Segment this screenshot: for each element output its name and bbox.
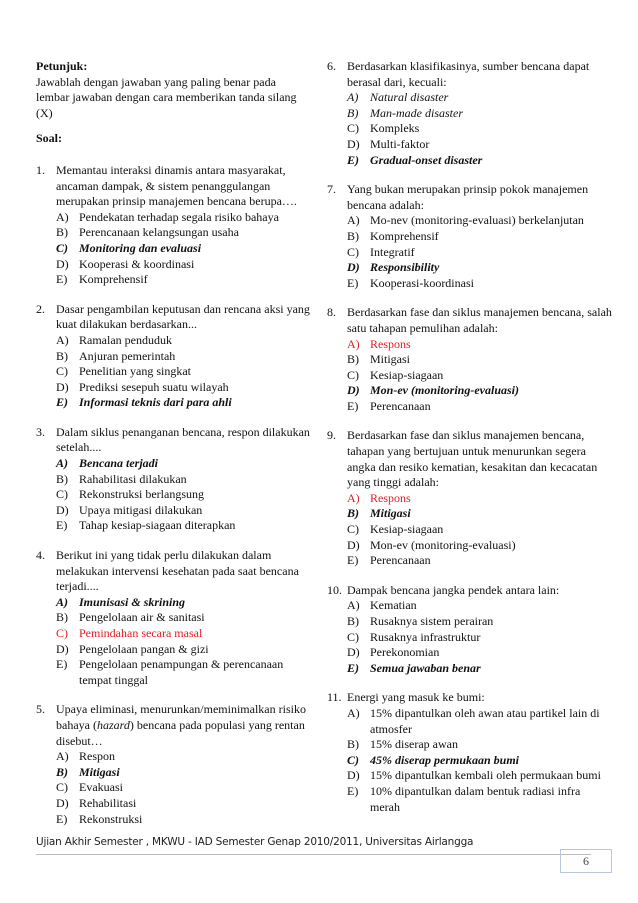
option-letter: D): [56, 795, 69, 810]
footer-text: Ujian Akhir Semester , MKWU - IAD Semester Genap 2010/2011, Universitas Airlangga: [36, 836, 474, 848]
option-letter: E): [347, 783, 359, 798]
option-text: Man-made disaster: [370, 105, 463, 120]
option-letter: E): [56, 272, 68, 287]
answer-option: [56, 518, 311, 534]
answer-option: [347, 368, 612, 384]
option-text: Perencanaan kelangsungan usaha: [79, 225, 239, 240]
question-text: [56, 702, 311, 749]
option-text: Rehabilitasi: [79, 795, 137, 810]
soal-heading: Soal:: [36, 131, 63, 146]
question-list-right: [327, 59, 612, 815]
option-letter: A): [56, 749, 69, 764]
question-text-italic: hazard: [96, 717, 130, 732]
answer-option: [347, 229, 612, 245]
question-number: 2.: [36, 301, 45, 316]
option-letter: D): [347, 768, 360, 783]
question-6: [327, 59, 612, 168]
option-letter: D): [347, 260, 360, 275]
question-number: 10.: [327, 582, 342, 597]
answer-option: [347, 337, 612, 353]
option-letter: A): [56, 456, 68, 471]
question-4: [36, 548, 311, 688]
question-stem: [327, 305, 612, 336]
question-number: 11.: [327, 690, 342, 705]
answer-option: [56, 657, 311, 688]
answer-option: [56, 225, 311, 241]
option-text: Bencana terjadi: [79, 456, 159, 471]
option-letter: C): [347, 367, 359, 382]
question-stem: [327, 182, 612, 213]
option-letter: C): [56, 626, 68, 640]
option-letter: A): [347, 336, 360, 351]
option-text: Mitigasi: [370, 506, 411, 521]
option-letter: E): [347, 152, 359, 167]
question-number: 4.: [36, 548, 45, 563]
question-number: 1.: [36, 162, 45, 177]
question-text: Dalam siklus penanganan bencana, respon dilakukan setelah....: [56, 424, 310, 455]
question-9: [327, 428, 612, 568]
option-letter: A): [347, 490, 360, 505]
option-text: Kesiap-siagaan: [370, 522, 444, 537]
question-3: [36, 425, 311, 534]
option-letter: D): [56, 641, 69, 656]
answer-option: [56, 395, 311, 411]
option-letter: B): [347, 352, 359, 367]
instructions-text: Jawablah dengan jawaban yang paling benar pada lembar jawaban dengan cara memberikan tanda silang (X): [36, 74, 297, 120]
option-letter: B): [56, 348, 68, 363]
answer-option: [347, 90, 612, 106]
option-text: Tahap kesiap-siagaan diterapkan: [79, 518, 236, 533]
answer-option: [347, 706, 612, 737]
answer-option: [56, 380, 311, 396]
answer-option: [347, 137, 612, 153]
answer-option: [347, 276, 612, 292]
option-letter: E): [56, 811, 68, 826]
answer-option: [347, 645, 612, 661]
right-column: [327, 59, 612, 815]
option-letter: E): [56, 657, 68, 672]
option-letter: C): [56, 240, 68, 255]
question-stem: [327, 59, 612, 90]
question-number: 6.: [327, 59, 336, 73]
option-text: Imunisasi & skrining: [79, 594, 186, 609]
option-text: Pengelolaan penampungan & perencanaan tempat tinggal: [79, 657, 284, 687]
option-text: Perencanaan: [370, 398, 431, 413]
option-letter: B): [347, 737, 359, 752]
option-letter: D): [347, 136, 360, 151]
question-2: [36, 302, 311, 411]
option-text: 45% diserap permukaan bumi: [370, 752, 520, 767]
answer-option: [56, 749, 311, 765]
page-footer: [36, 836, 612, 868]
option-text: Informasi teknis dari para ahli: [79, 395, 232, 410]
question-stem: [327, 690, 612, 706]
question-text-part: ) bencana pada populasi yang rentan disebut…: [56, 717, 305, 748]
option-text: Respon: [79, 749, 115, 764]
option-letter: C): [347, 244, 359, 259]
option-letter: E): [56, 518, 68, 533]
answer-option: [56, 333, 311, 349]
question-text: Yang bukan merupakan prinsip pokok manajemen bencana adalah:: [347, 182, 589, 212]
option-text: Mitigasi: [370, 352, 411, 367]
question-stem: [36, 163, 311, 210]
option-letter: A): [347, 90, 359, 105]
option-text: Rahabilitasi dilakukan: [79, 471, 187, 486]
option-letter: B): [56, 471, 68, 486]
option-letter: D): [347, 537, 360, 552]
option-letter: D): [347, 645, 360, 660]
answer-option: [56, 210, 311, 226]
option-text: Kooperasi & koordinasi: [79, 256, 195, 271]
option-letter: B): [56, 764, 68, 779]
answer-option: [56, 765, 311, 781]
answer-option: [347, 491, 612, 507]
option-letter: D): [56, 502, 69, 517]
option-letter: C): [347, 752, 359, 767]
answer-option: [56, 503, 311, 519]
option-text: Rusaknya sistem perairan: [370, 614, 494, 628]
option-letter: E): [347, 275, 359, 290]
question-8: [327, 305, 612, 414]
answer-option: [56, 241, 311, 257]
option-text: Penelitian yang singkat: [79, 364, 191, 379]
option-letter: E): [347, 398, 359, 413]
option-text: Semua jawaban benar: [370, 660, 481, 675]
option-letter: C): [347, 629, 359, 644]
answer-option: [56, 364, 311, 380]
answer-option: [347, 213, 612, 229]
option-text: Mitigasi: [79, 764, 120, 779]
option-text: Mon-ev (monitoring-evaluasi): [370, 537, 516, 552]
answer-option: [347, 399, 612, 415]
answer-option: [56, 472, 311, 488]
option-text: 15% dipantulkan oleh awan atau partikel lain di atmosfer: [370, 705, 600, 736]
answer-option: [56, 796, 311, 812]
option-letter: A): [347, 705, 360, 720]
answer-option: [56, 272, 311, 288]
answer-option: [56, 349, 311, 365]
option-text: Mon-ev (monitoring-evaluasi): [370, 383, 519, 398]
option-text: Integratif: [370, 244, 415, 259]
answer-option: [56, 456, 311, 472]
page-number: 6: [560, 849, 612, 873]
option-text: Kematian: [370, 598, 417, 613]
question-text: Berikut ini yang tidak perlu dilakukan dalam melakukan intervensi kesehatan pada saat bencana terjadi....: [56, 548, 299, 594]
answer-option: [347, 553, 612, 569]
option-text: Monitoring dan evaluasi: [79, 240, 202, 255]
option-text: Natural disaster: [370, 90, 449, 105]
answer-option: [56, 487, 311, 503]
option-text: 15% diserap awan: [370, 737, 458, 752]
question-text-part: Upaya eliminasi, menurunkan/meminimalkan risiko bahaya (: [56, 702, 306, 732]
answer-option: [347, 614, 612, 630]
option-text: Pengelolaan pangan & gizi: [79, 641, 209, 656]
question-stem: [327, 428, 612, 490]
answer-option: [347, 352, 612, 368]
question-text: Berdasarkan fase dan siklus manajemen bencana, salah satu tahapan pemulihan adalah:: [347, 305, 612, 335]
question-number: 3.: [36, 424, 45, 439]
option-letter: E): [347, 660, 359, 675]
option-text: Ramalan penduduk: [79, 332, 172, 347]
answer-option: [347, 753, 612, 769]
option-text: Mo-nev (monitoring-evaluasi) berkelanjutan: [370, 213, 584, 228]
answer-option: [347, 522, 612, 538]
option-letter: A): [347, 598, 360, 613]
option-text: Perekonomian: [370, 645, 440, 660]
question-stem: [36, 548, 311, 595]
option-text: Evakuasi: [79, 780, 123, 795]
question-number: 7.: [327, 182, 336, 197]
option-text: 10% dipantulkan dalam bentuk radiasi infra merah: [370, 783, 581, 814]
question-11: [327, 690, 612, 815]
answer-option: [347, 106, 612, 122]
option-text: Multi-faktor: [370, 136, 430, 151]
option-text: Kooperasi-koordinasi: [370, 275, 474, 290]
option-text: Komprehensif: [79, 272, 148, 287]
option-text: Pengelolaan air & sanitasi: [79, 610, 205, 625]
answer-option: [347, 768, 612, 784]
question-text: Dampak bencana jangka pendek antara lain:: [347, 582, 560, 597]
option-text: Perencanaan: [370, 553, 431, 568]
answer-option: [56, 595, 311, 611]
option-text: Komprehensif: [370, 228, 439, 243]
option-text: Responsibility: [370, 260, 440, 275]
answer-option: [347, 737, 612, 753]
option-letter: C): [56, 487, 68, 502]
answer-option: [56, 642, 311, 658]
question-1: [36, 163, 311, 288]
footer-divider: [36, 854, 591, 855]
option-letter: A): [56, 332, 69, 347]
option-letter: E): [56, 395, 68, 410]
option-letter: C): [347, 121, 359, 136]
option-letter: B): [347, 614, 359, 628]
option-letter: A): [56, 209, 69, 224]
option-letter: A): [347, 213, 360, 228]
left-column: [36, 59, 311, 827]
question-text: Dasar pengambilan keputusan dan rencana aksi yang kuat dilakukan berdasarkan...: [56, 301, 310, 332]
question-stem: [36, 302, 311, 333]
option-text: Prediksi sesepuh suatu wilayah: [79, 379, 229, 394]
question-stem: [36, 425, 311, 456]
option-text: Rekonstruksi: [79, 811, 143, 826]
answer-option: [347, 506, 612, 522]
answer-option: [347, 121, 612, 137]
answer-option: [347, 153, 612, 169]
answer-option: [347, 661, 612, 677]
option-text: Anjuran pemerintah: [79, 348, 176, 363]
question-text: Energi yang masuk ke bumi:: [347, 690, 485, 705]
option-letter: D): [347, 383, 360, 398]
option-letter: B): [56, 225, 68, 240]
question-5: [36, 702, 311, 827]
answer-option: [347, 245, 612, 261]
option-letter: B): [347, 105, 359, 120]
question-stem: [36, 702, 311, 749]
option-letter: E): [347, 553, 359, 568]
option-text: Kesiap-siagaan: [370, 367, 444, 382]
option-letter: B): [347, 228, 359, 243]
question-stem: [327, 583, 612, 599]
question-7: [327, 182, 612, 291]
option-letter: D): [56, 379, 69, 394]
option-text: Pemindahan secara masal: [79, 626, 203, 640]
answer-option: [56, 257, 311, 273]
option-text: Respons: [370, 336, 411, 351]
option-letter: C): [56, 364, 68, 379]
option-letter: D): [56, 256, 69, 271]
instructions-title: Petunjuk:: [36, 59, 88, 73]
option-letter: A): [56, 594, 68, 609]
option-text: Upaya mitigasi dilakukan: [79, 502, 203, 517]
question-number: 5.: [36, 702, 45, 717]
answer-option: [347, 598, 612, 614]
option-text: Rusaknya infrastruktur: [370, 629, 481, 644]
answer-option: [347, 383, 612, 399]
option-text: Respons: [370, 490, 411, 505]
answer-option: [56, 780, 311, 796]
option-letter: B): [347, 506, 359, 521]
question-text: Memantau interaksi dinamis antara masyarakat, ancaman dampak, & sistem penanggulangan merupakan prinsip manajemen bencana berupa….: [56, 162, 297, 209]
question-list-left: [36, 163, 311, 827]
answer-option: [56, 626, 311, 642]
option-text: Rekonstruksi berlangsung: [79, 487, 204, 502]
option-text: 15% dipantulkan kembali oleh permukaan bumi: [370, 768, 601, 783]
option-letter: C): [347, 522, 359, 537]
answer-option: [347, 784, 612, 815]
option-text: Gradual-onset disaster: [370, 152, 483, 167]
question-text: Berdasarkan fase dan siklus manajemen bencana, tahapan yang bertujuan untuk menurunkan segera angka dan resiko kematian, kesakitan dan kecacatan yang tinggi adalah:: [347, 428, 598, 490]
question-number: 9.: [327, 428, 336, 443]
answer-option: [347, 538, 612, 554]
answer-option: [347, 260, 612, 276]
question-number: 8.: [327, 305, 336, 320]
option-text: Pendekatan terhadap segala risiko bahaya: [79, 209, 279, 224]
answer-option: [347, 630, 612, 646]
option-letter: C): [56, 780, 68, 795]
option-letter: B): [56, 610, 68, 625]
option-text: Kompleks: [370, 121, 420, 136]
answer-option: [56, 812, 311, 828]
question-text: Berdasarkan klasifikasinya, sumber bencana dapat berasal dari, kecuali:: [347, 59, 590, 89]
question-10: [327, 583, 612, 677]
answer-option: [56, 610, 311, 626]
